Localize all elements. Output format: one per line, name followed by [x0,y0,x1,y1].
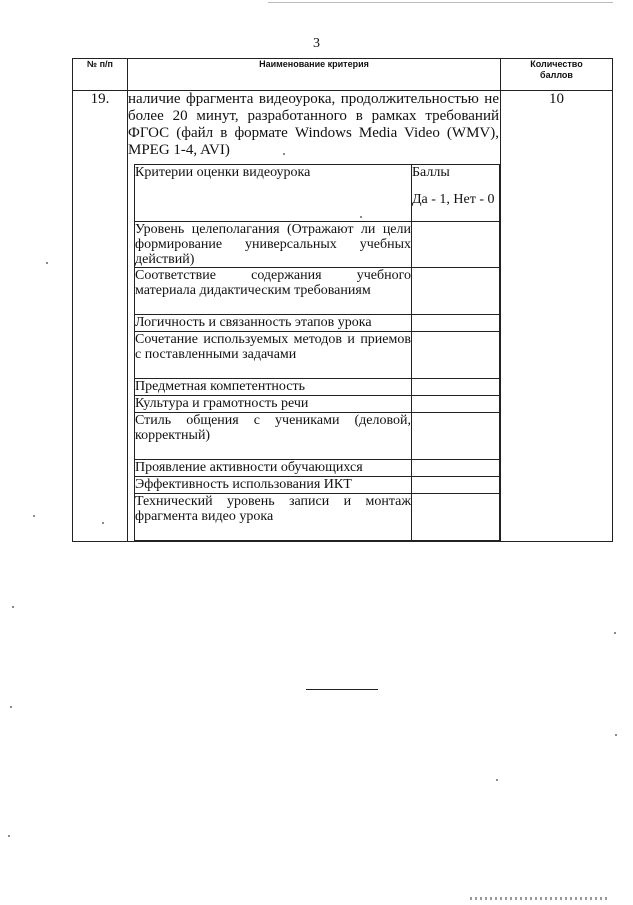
row-points-count: 10 [501,91,613,542]
inner-row [135,332,500,379]
score-cell [412,460,500,477]
inner-row [135,315,500,332]
row-body [128,91,501,542]
scan-speck [102,522,104,524]
scan-speck [614,632,616,634]
score-cell [412,222,500,268]
scan-speck [33,515,35,517]
score-cell [412,413,500,460]
inner-header-row [135,165,500,222]
scan-speck [615,734,617,736]
page-number: 3 [313,36,320,51]
inner-header-score-legend: Да - 1, Нет - 0 [412,192,495,207]
inner-row [135,477,500,494]
scan-noise-strip [470,897,610,900]
inner-row [135,379,500,396]
inner-header-criteria: Критерии оценки видеоурока [135,165,412,222]
score-cell [412,477,500,494]
table-header-row [73,59,613,91]
header-number: № п/п [73,59,128,91]
table-row [73,91,613,542]
criterion-text: Эффективность использования ИКТ [135,477,412,494]
criterion-text: Предметная компетентность [135,379,412,396]
criterion-text: Соответствие содержания учебного материала дидактическим требованиям [135,268,412,315]
criterion-text: Технический уровень записи и монтаж фрагмента видео урока [135,494,412,541]
video-lesson-criteria-table [134,164,500,541]
criterion-text: Проявление активности обучающихся [135,460,412,477]
criteria-table [72,58,613,542]
score-cell [412,396,500,413]
header-criterion-name: Наименование критерия [128,59,501,91]
criterion-text: Стиль общения с учениками (деловой, корректный) [135,413,412,460]
end-separator-line [306,689,378,690]
scan-speck [8,835,10,837]
header-points-count-line1: Количество [530,59,583,69]
criterion-text: Логичность и связанность этапов урока [135,315,412,332]
scan-speck [46,262,48,264]
scan-speck [360,216,362,218]
inner-row [135,396,500,413]
inner-row [135,413,500,460]
inner-row [135,222,500,268]
criterion-text: Сочетание используемых методов и приемов с поставленными задачами [135,332,412,379]
row-description: наличие фрагмента видеоурока, продолжительностью не более 20 минут, разработанного в рамках требований ФГОС (файл в формате Windows Media Video (WMV), MPEG 1-4, AVI) [128,91,499,158]
criterion-text: Культура и грамотность речи [135,396,412,413]
scan-speck [12,606,14,608]
scan-top-line [268,2,613,3]
score-cell [412,315,500,332]
row-number: 19. [73,91,128,542]
inner-row [135,460,500,477]
inner-header-score [412,165,500,222]
criterion-text: Уровень целеполагания (Отражают ли цели формирование универсальных учебных действий) [135,222,411,267]
scan-speck [496,779,498,781]
inner-header-score-title: Баллы [412,165,450,180]
header-points-count [501,59,613,91]
score-cell [412,268,500,315]
header-points-count-line2: баллов [540,70,573,80]
inner-row [135,268,500,315]
score-cell [412,494,500,541]
scan-speck [283,153,285,155]
scan-speck [10,706,12,708]
score-cell [412,332,500,379]
inner-row [135,494,500,541]
score-cell [412,379,500,396]
